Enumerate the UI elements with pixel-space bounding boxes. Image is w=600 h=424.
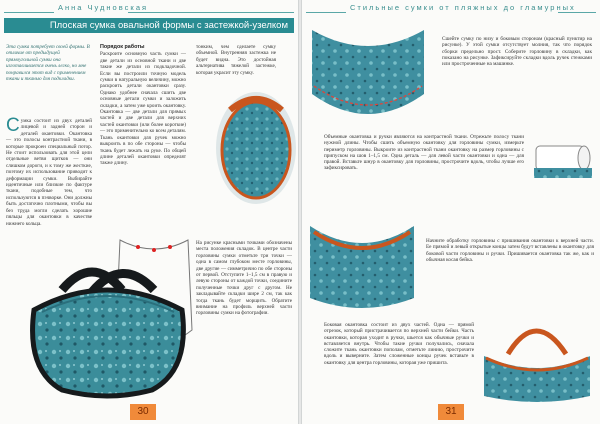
- diagram-neckline-binding: [306, 218, 418, 314]
- diagram-bag-seams: [308, 24, 428, 128]
- header-rule: [558, 12, 596, 13]
- header-rule: [4, 12, 54, 13]
- header-rule: [128, 12, 294, 13]
- right-page: [302, 0, 600, 424]
- column-3-text: тонким, чем сделаете сумку объемной. Внутренняя застежка не будет видна. Это достойная альтернатива тяжелой застежке, которая украсит эту сумку.: [196, 44, 276, 76]
- running-head: Анна Чудновская: [58, 3, 149, 12]
- column-3-lower-text: На рисунке красными точками обозначены места положения складок. В центре части горловины сумки отметьте три точки — одна в самом глубоком месте горловины, две другие — симметрично по обе стороны от первой. Отступите 1–1,5 см в правую и левую стороны от каждой точки, соедините полученные точки друг с другом. Не закладывайте складки шире 2 см, так как тогда ткань будет морщить. Обратите внимание на профиль верхней части горловины сумки на фотографии.: [196, 240, 292, 317]
- section-heading: Порядок работы: [100, 44, 145, 50]
- header-rule: [306, 12, 346, 13]
- step-3-text: Начните обработку горловины с пришивания окантовки к верхней части. Ее прямой и левый открытые концы затем будут вставлены в окантовку для боковой части горловины и ручки. Пришивается окантовка так же, как и обычная косая бейка.: [426, 238, 594, 263]
- step-2-text: Объемные окантовка и ручки являются на контрастной ткани. Отрежьте полосу ткани нужной длины. Чтобы сшить объемную окантовку для горловины сумки, измерьте периметр горловины. Выкроите из контрастной ткани окантовку на размер горловины с припуском на шов 1–1,5 см. Одна деталь — для левой части окантовки и одна — для правой. Вставьте шнур в окантовку для горловины, прострочите вдоль, чтобы лучше его зафиксировать.: [324, 134, 524, 172]
- left-page: [0, 0, 298, 424]
- step-1-text: Сшейте сумку по низу и боковым сторонам (красный пунктир на рисунке). У этой сумки отсутствует молния, так что порядок сборки предельно прост. Соберите горловину в складки, как показано на рисунке. Зафиксируйте складки вдоль ручек стежками или простроченные на машинке.: [442, 36, 592, 68]
- diagram-piping-tube: [530, 138, 596, 184]
- page-number: 31: [438, 404, 464, 420]
- drop-cap: С: [6, 115, 20, 136]
- column-1: [6, 115, 92, 227]
- article-title: Плоская сумка овальной формы с застежкой-узелком: [4, 18, 294, 33]
- bag-photo-main: [22, 250, 192, 400]
- column-1-text: умка состоит из двух деталей лицевой и задней сторон и деталей окантовки. Окантовка — это полосы контрастной ткани, в которые прокроен специальный потор. Не стоит использовать для этой цели отдельные ветви щитков — они слишком дороги, и к тому же жесткие, поэтому их использование приводит к деформации сумки. Выбирайте идентичные или близкие по фактуре ткани, подобные тем, что используются в пэчворке. Они должны быть достаточно плотными, чтобы вы без труда могли сделать хорошие пяльцы для окантовки в качестве нижнего кольца.: [6, 118, 92, 227]
- column-3-lower: [196, 240, 292, 317]
- step-4-text: Боковая окантовка состоит из двух частей. Одна — прямой отрезок, который пристрачивается по верхней части бейки. Часть окантовки, которая уходит в ручки, шьется как обычные ручки и вставляется внутрь. Чтобы такие ручки получались, сначала сложите ткань окантовки пополам, отметьте линию, прострочите вдоль и выверните. Затем сложенные концы ручек вставьте в окантовку для центра горловины, которая уже пришита.: [324, 322, 474, 366]
- column-2: [100, 44, 186, 167]
- bag-photo-round: [214, 86, 298, 206]
- page-number: 30: [130, 404, 156, 420]
- column-2-text: Раскроите основную часть сумки — две детали из основной ткани и две такие же детали из подкладочной. Если вы построили точную модель сумки в натуральную величину, можно раскроить детали окантовки сразу. Однако удобнее сначала сшить две основные детали сумки и заложить складки, а затем уже кроить окантовку. Окантовка — две детали для прямых частей и две детали для верхних частей окантовки (или более короткие) — это применительно ко всем деталям. Ткань окантовки для ручек можно выкроить в по обе стороны — чтобы ткань будет лежать на руке. По общей длине деталей окантовки определят также длину.: [100, 51, 186, 167]
- column-3: [196, 44, 276, 76]
- diagram-bag-handles: [478, 304, 596, 404]
- intro-text: Эта сумка потребует своей формы. В отличие от предыдущей прямоугольной сумки она изготавливается очень легко, но мне понравился этот вид с применением ткани и тканью для подкладки.: [6, 44, 90, 83]
- running-head: Стильные сумки от пляжных до гламурных: [350, 3, 576, 12]
